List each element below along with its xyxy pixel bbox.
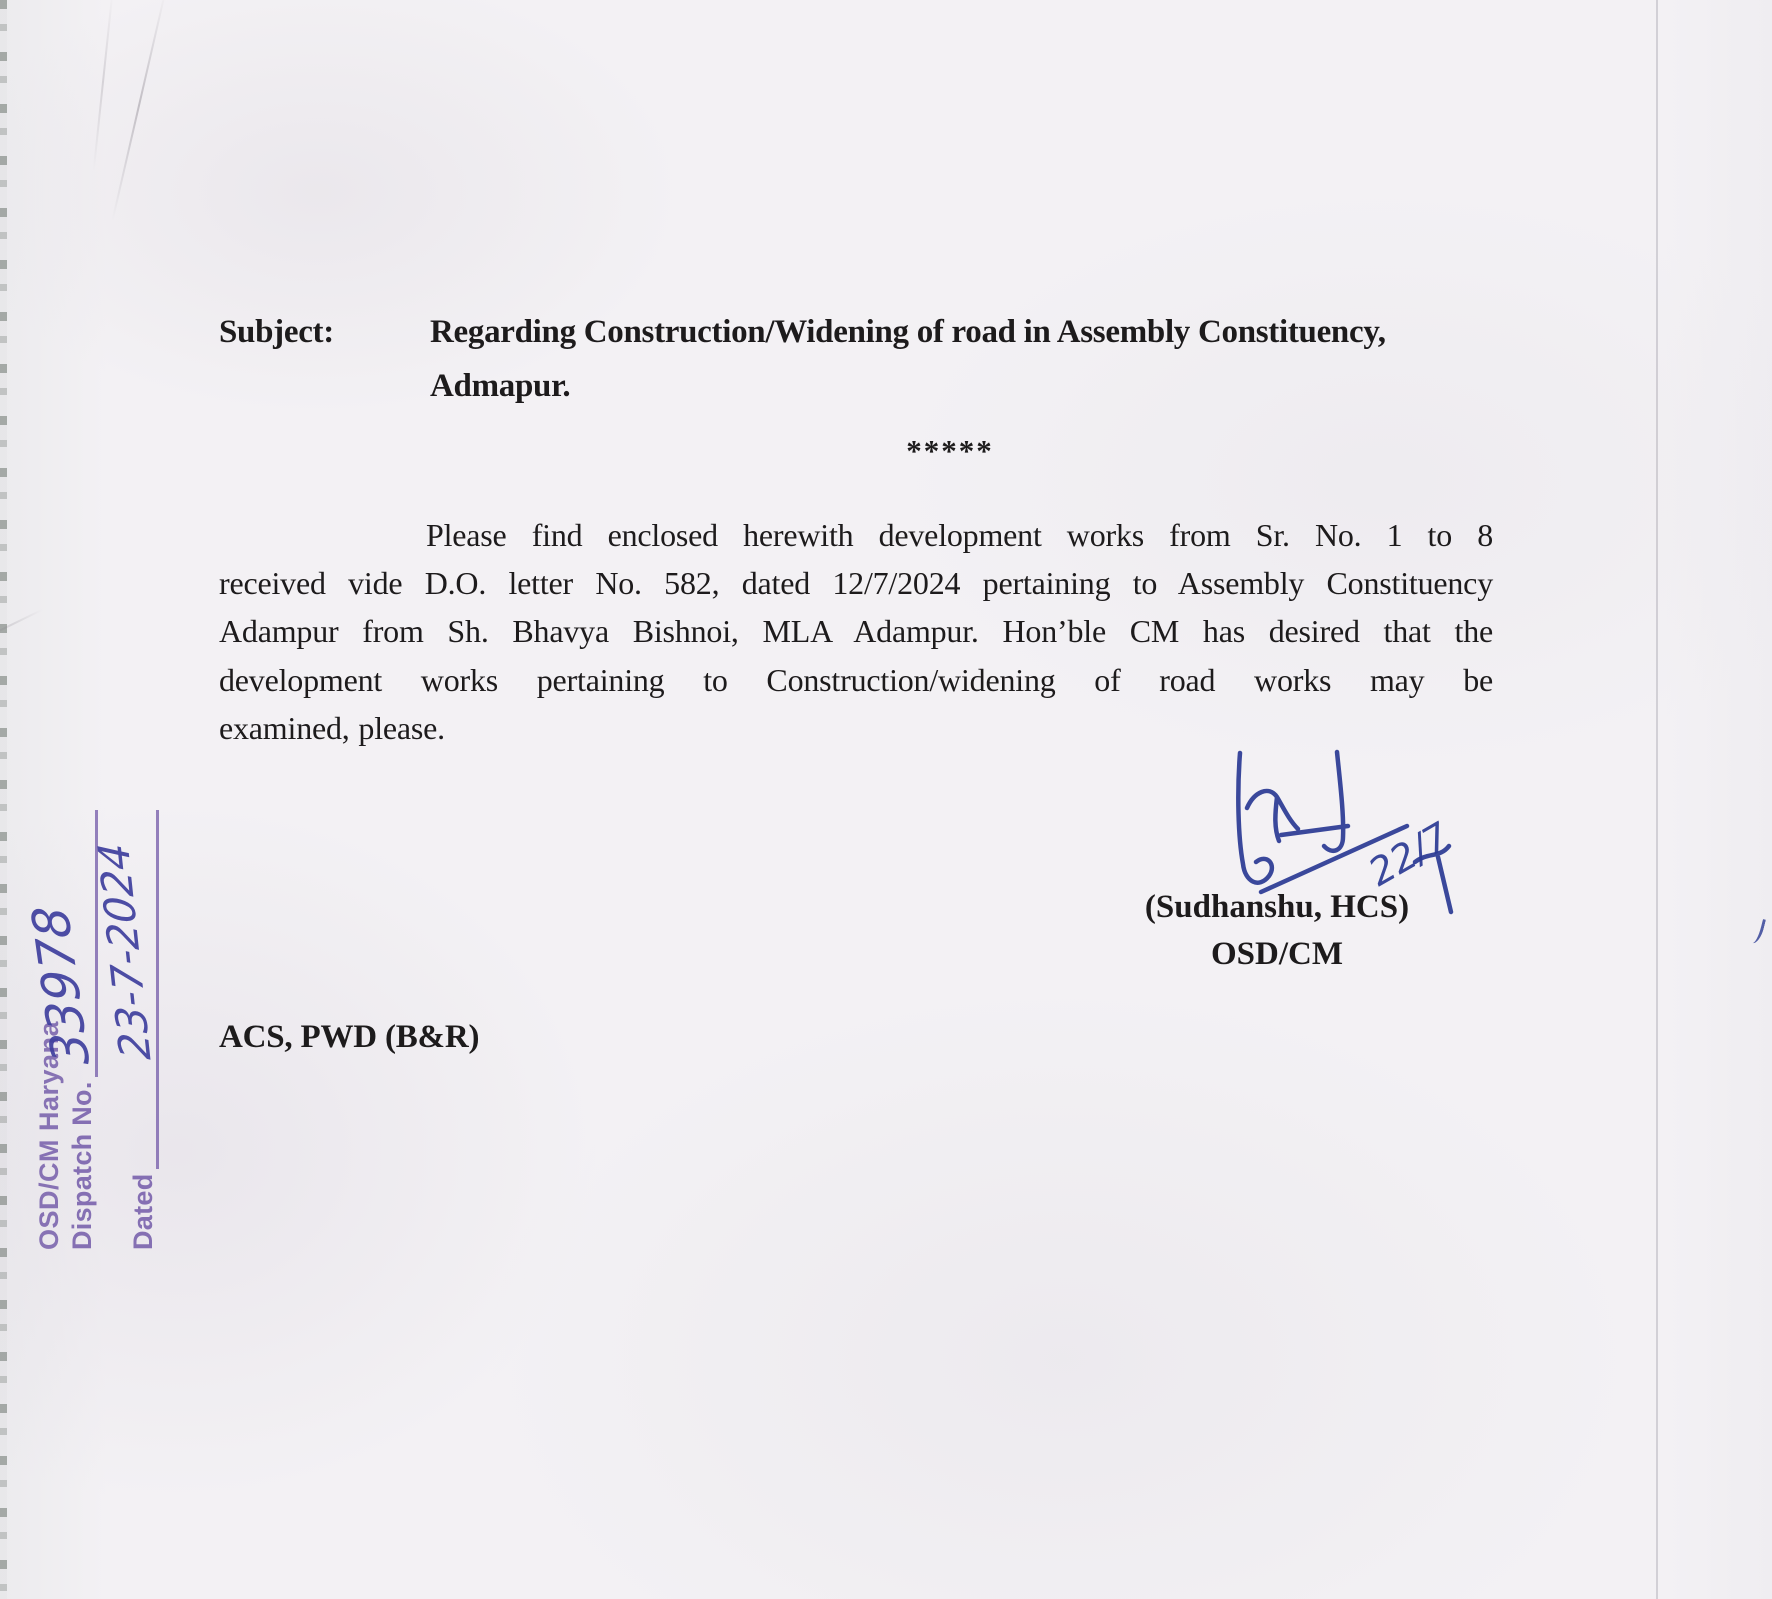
signature-stroke	[1324, 752, 1343, 851]
signature-date-note: 22/7	[1361, 813, 1458, 895]
paper-crease	[93, 0, 114, 172]
body-paragraph	[219, 511, 1493, 752]
addressee: ACS, PWD (B&R)	[219, 1019, 480, 1055]
scanner-line	[1656, 0, 1658, 1599]
body-line: development works pertaining to Construction/widening of road works may be	[219, 661, 1493, 698]
separator-stars: *****	[906, 433, 994, 468]
scanner-edge-strip	[0, 0, 7, 1599]
stamp-dated-label: Dated	[128, 1173, 158, 1250]
signature-stroke	[1238, 753, 1272, 883]
subject-text	[430, 305, 1493, 413]
body-line: received vide D.O. letter No. 582, dated 12/7/2024 pertaining to Assembly Constituency	[219, 565, 1493, 602]
body-line: Adampur from Sh. Bhavya Bishnoi, MLA Adampur. Hon’ble CM has desired that the	[219, 613, 1493, 650]
signature-stroke	[1281, 826, 1348, 835]
dispatch-stamp	[20, 790, 190, 1250]
subject-label: Subject:	[219, 314, 334, 350]
stamp-dispatch-number-handwritten: 33978	[20, 906, 102, 1065]
signatory-name: (Sudhanshu, HCS)	[1144, 889, 1410, 925]
stamp-dispatch-label: Dispatch No.	[67, 1081, 97, 1250]
signatory-block	[1072, 884, 1482, 978]
stray-pen-mark	[1749, 917, 1766, 945]
signatory-title: OSD/CM	[1211, 936, 1343, 972]
subject-row	[219, 305, 1493, 413]
stamp-office: OSD/CM Haryana	[34, 1020, 64, 1250]
body-line: examined, please.	[219, 709, 445, 746]
paper-crease	[112, 0, 167, 220]
body-line: Please find enclosed herewith development works from Sr. No. 1 to 8	[426, 517, 1493, 553]
subject-line-1: Regarding Construction/Widening of road in Assembly Constituency,	[430, 314, 1386, 350]
stamp-date-handwritten: 23-7-2024	[88, 842, 161, 1061]
subject-line-2: Admapur.	[430, 368, 571, 404]
